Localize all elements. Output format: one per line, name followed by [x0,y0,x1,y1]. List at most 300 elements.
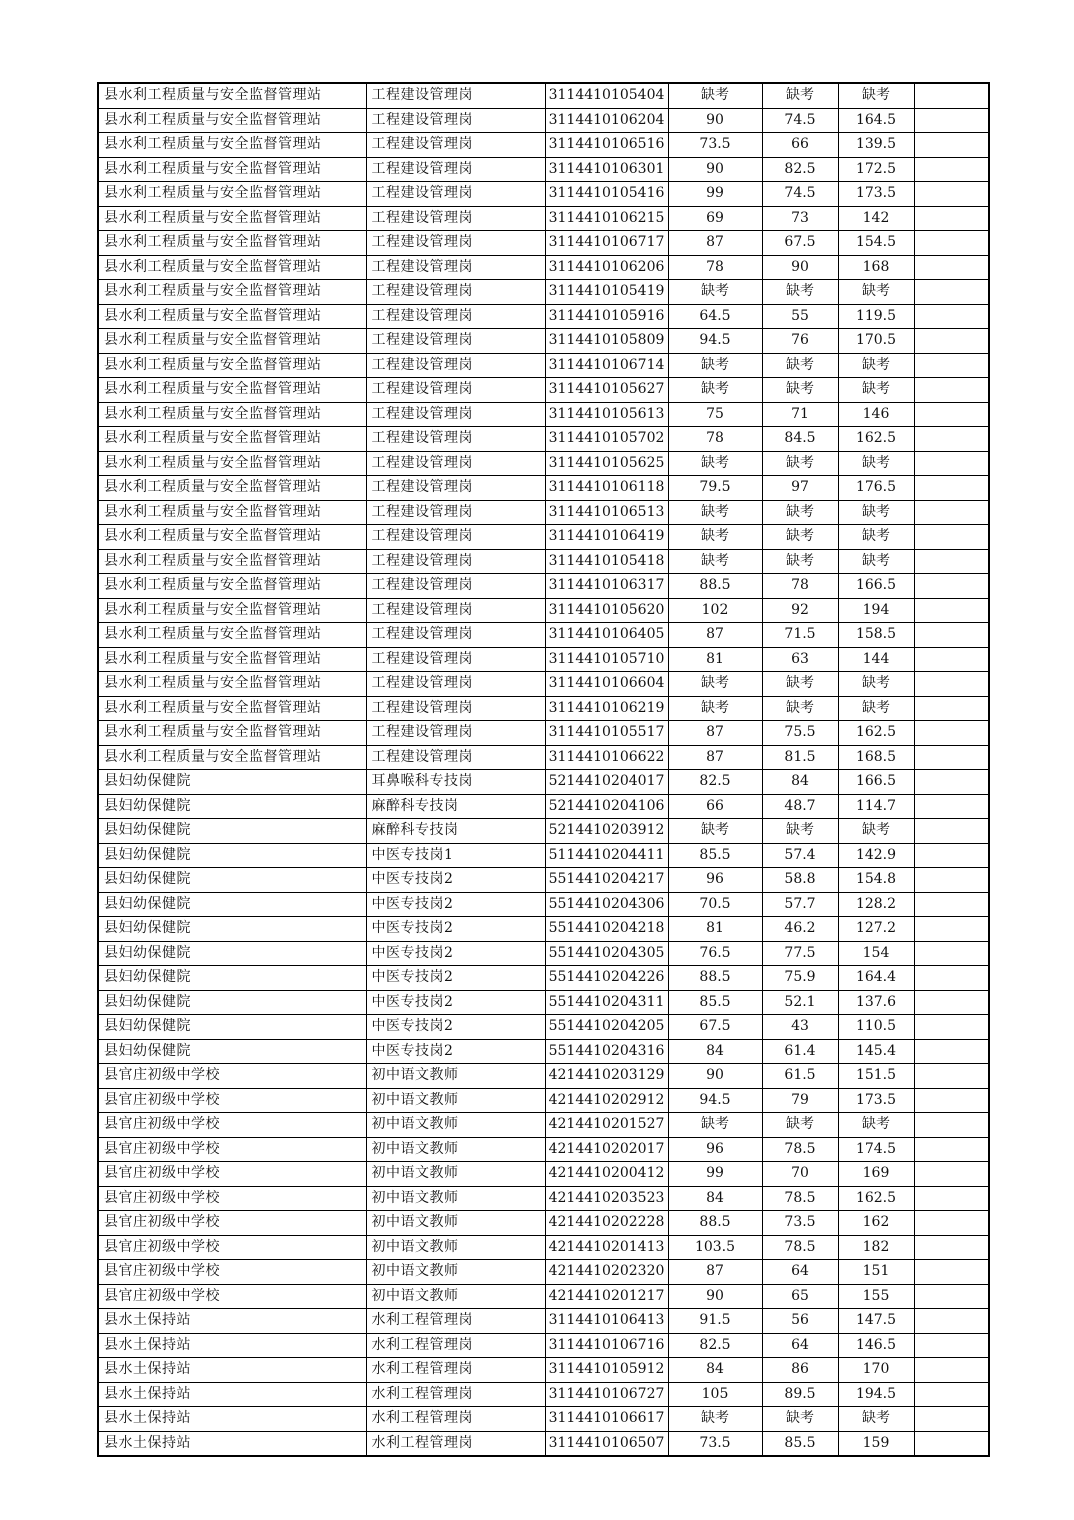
table-row [98,819,989,844]
total-score-cell: 154 [838,941,914,966]
post-cell: 初中语文教师 [366,1260,545,1285]
unit-cell: 县水利工程质量与安全监督管理站 [98,525,366,550]
written-score-cell: 缺考 [668,819,762,844]
total-score-cell: 缺考 [838,83,914,108]
exam-id-cell: 3114410105710 [545,647,668,672]
interview-score-cell: 78 [762,574,838,599]
table-row [98,1088,989,1113]
interview-score-cell: 78.5 [762,1137,838,1162]
post-cell: 工程建设管理岗 [366,255,545,280]
written-score-cell: 94.5 [668,1088,762,1113]
unit-cell: 县水利工程质量与安全监督管理站 [98,304,366,329]
post-cell: 工程建设管理岗 [366,280,545,305]
written-score-cell: 缺考 [668,696,762,721]
remark-cell [914,696,989,721]
total-score-cell: 164.4 [838,966,914,991]
unit-cell: 县水利工程质量与安全监督管理站 [98,206,366,231]
table-row [98,1382,989,1407]
exam-id-cell: 3114410105613 [545,402,668,427]
interview-score-cell: 64 [762,1333,838,1358]
total-score-cell: 159 [838,1431,914,1456]
total-score-cell: 缺考 [838,1407,914,1432]
unit-cell: 县水利工程质量与安全监督管理站 [98,696,366,721]
total-score-cell: 162.5 [838,427,914,452]
table-row [98,206,989,231]
table-row [98,427,989,452]
total-score-cell: 194 [838,598,914,623]
post-cell: 水利工程管理岗 [366,1333,545,1358]
exam-id-cell: 4214410203523 [545,1186,668,1211]
table-row [98,672,989,697]
post-cell: 工程建设管理岗 [366,133,545,158]
remark-cell [914,1235,989,1260]
exam-id-cell: 3114410105627 [545,378,668,403]
exam-id-cell: 3114410106118 [545,476,668,501]
unit-cell: 县官庄初级中学校 [98,1284,366,1309]
remark-cell [914,868,989,893]
post-cell: 工程建设管理岗 [366,721,545,746]
exam-id-cell: 3114410105517 [545,721,668,746]
written-score-cell: 90 [668,1064,762,1089]
exam-id-cell: 3114410106219 [545,696,668,721]
post-cell: 工程建设管理岗 [366,157,545,182]
post-cell: 工程建设管理岗 [366,182,545,207]
exam-id-cell: 3114410105404 [545,83,668,108]
total-score-cell: 170 [838,1358,914,1383]
table-row [98,1431,989,1456]
total-score-cell: 142 [838,206,914,231]
unit-cell: 县妇幼保健院 [98,917,366,942]
written-score-cell: 81 [668,647,762,672]
interview-score-cell: 46.2 [762,917,838,942]
post-cell: 初中语文教师 [366,1211,545,1236]
remark-cell [914,917,989,942]
written-score-cell: 缺考 [668,672,762,697]
post-cell: 初中语文教师 [366,1235,545,1260]
unit-cell: 县水利工程质量与安全监督管理站 [98,157,366,182]
post-cell: 工程建设管理岗 [366,378,545,403]
post-cell: 初中语文教师 [366,1162,545,1187]
unit-cell: 县官庄初级中学校 [98,1186,366,1211]
total-score-cell: 119.5 [838,304,914,329]
total-score-cell: 145.4 [838,1039,914,1064]
post-cell: 工程建设管理岗 [366,451,545,476]
remark-cell [914,1186,989,1211]
unit-cell: 县妇幼保健院 [98,794,366,819]
unit-cell: 县官庄初级中学校 [98,1064,366,1089]
written-score-cell: 缺考 [668,1407,762,1432]
table-row [98,329,989,354]
post-cell: 耳鼻喉科专技岗 [366,770,545,795]
unit-cell: 县水利工程质量与安全监督管理站 [98,402,366,427]
unit-cell: 县水利工程质量与安全监督管理站 [98,500,366,525]
table-row [98,770,989,795]
unit-cell: 县水土保持站 [98,1382,366,1407]
unit-cell: 县水利工程质量与安全监督管理站 [98,329,366,354]
total-score-cell: 166.5 [838,574,914,599]
total-score-cell: 缺考 [838,280,914,305]
interview-score-cell: 缺考 [762,672,838,697]
post-cell: 工程建设管理岗 [366,402,545,427]
table-row [98,917,989,942]
interview-score-cell: 缺考 [762,500,838,525]
unit-cell: 县妇幼保健院 [98,966,366,991]
remark-cell [914,623,989,648]
table-row [98,255,989,280]
post-cell: 中医专技岗2 [366,990,545,1015]
exam-id-cell: 3114410106206 [545,255,668,280]
post-cell: 工程建设管理岗 [366,647,545,672]
total-score-cell: 173.5 [838,1088,914,1113]
table-row [98,721,989,746]
remark-cell [914,451,989,476]
exam-id-cell: 5514410204217 [545,868,668,893]
written-score-cell: 缺考 [668,549,762,574]
interview-score-cell: 52.1 [762,990,838,1015]
written-score-cell: 99 [668,1162,762,1187]
written-score-cell: 103.5 [668,1235,762,1260]
remark-cell [914,402,989,427]
exam-id-cell: 4214410202912 [545,1088,668,1113]
unit-cell: 县水利工程质量与安全监督管理站 [98,255,366,280]
post-cell: 工程建设管理岗 [366,353,545,378]
interview-score-cell: 缺考 [762,451,838,476]
unit-cell: 县官庄初级中学校 [98,1088,366,1113]
unit-cell: 县妇幼保健院 [98,770,366,795]
total-score-cell: 缺考 [838,696,914,721]
unit-cell: 县水利工程质量与安全监督管理站 [98,745,366,770]
interview-score-cell: 81.5 [762,745,838,770]
table-row [98,574,989,599]
unit-cell: 县水利工程质量与安全监督管理站 [98,574,366,599]
unit-cell: 县妇幼保健院 [98,1015,366,1040]
post-cell: 初中语文教师 [366,1088,545,1113]
remark-cell [914,525,989,550]
exam-id-cell: 5514410204311 [545,990,668,1015]
interview-score-cell: 缺考 [762,83,838,108]
written-score-cell: 85.5 [668,990,762,1015]
written-score-cell: 102 [668,598,762,623]
unit-cell: 县水利工程质量与安全监督管理站 [98,672,366,697]
remark-cell [914,280,989,305]
post-cell: 中医专技岗2 [366,966,545,991]
exam-id-cell: 3114410106717 [545,231,668,256]
exam-id-cell: 3114410106405 [545,623,668,648]
interview-score-cell: 缺考 [762,1113,838,1138]
post-cell: 中医专技岗1 [366,843,545,868]
table-row [98,990,989,1015]
exam-id-cell: 3114410106727 [545,1382,668,1407]
total-score-cell: 194.5 [838,1382,914,1407]
remark-cell [914,966,989,991]
interview-score-cell: 缺考 [762,549,838,574]
interview-score-cell: 74.5 [762,182,838,207]
table-row [98,941,989,966]
total-score-cell: 174.5 [838,1137,914,1162]
exam-id-cell: 4214410201217 [545,1284,668,1309]
remark-cell [914,255,989,280]
exam-id-cell: 3114410105620 [545,598,668,623]
written-score-cell: 96 [668,868,762,893]
exam-id-cell: 4214410201413 [545,1235,668,1260]
interview-score-cell: 82.5 [762,157,838,182]
total-score-cell: 139.5 [838,133,914,158]
exam-id-cell: 4214410200412 [545,1162,668,1187]
written-score-cell: 85.5 [668,843,762,868]
interview-score-cell: 缺考 [762,353,838,378]
exam-id-cell: 3114410105702 [545,427,668,452]
remark-cell [914,1284,989,1309]
table-row [98,1235,989,1260]
table-row [98,1309,989,1334]
written-score-cell: 82.5 [668,770,762,795]
exam-id-cell: 3114410106204 [545,108,668,133]
table-row [98,83,989,108]
remark-cell [914,794,989,819]
interview-score-cell: 77.5 [762,941,838,966]
remark-cell [914,1260,989,1285]
total-score-cell: 162.5 [838,721,914,746]
remark-cell [914,1137,989,1162]
table-row [98,966,989,991]
remark-cell [914,1039,989,1064]
unit-cell: 县水利工程质量与安全监督管理站 [98,598,366,623]
table-row [98,1039,989,1064]
written-score-cell: 76.5 [668,941,762,966]
table-row [98,892,989,917]
exam-id-cell: 3114410105419 [545,280,668,305]
post-cell: 初中语文教师 [366,1113,545,1138]
written-score-cell: 84 [668,1186,762,1211]
written-score-cell: 99 [668,182,762,207]
table-row [98,843,989,868]
interview-score-cell: 61.5 [762,1064,838,1089]
remark-cell [914,500,989,525]
remark-cell [914,549,989,574]
unit-cell: 县水利工程质量与安全监督管理站 [98,133,366,158]
remark-cell [914,1431,989,1456]
interview-score-cell: 61.4 [762,1039,838,1064]
exam-id-cell: 3114410106507 [545,1431,668,1456]
interview-score-cell: 73 [762,206,838,231]
unit-cell: 县水土保持站 [98,1407,366,1432]
remark-cell [914,1309,989,1334]
interview-score-cell: 缺考 [762,1407,838,1432]
total-score-cell: 164.5 [838,108,914,133]
written-score-cell: 75 [668,402,762,427]
post-cell: 水利工程管理岗 [366,1309,545,1334]
total-score-cell: 151 [838,1260,914,1285]
table-row [98,868,989,893]
unit-cell: 县水利工程质量与安全监督管理站 [98,451,366,476]
written-score-cell: 90 [668,108,762,133]
unit-cell: 县水土保持站 [98,1431,366,1456]
post-cell: 工程建设管理岗 [366,476,545,501]
remark-cell [914,83,989,108]
table-row [98,794,989,819]
exam-id-cell: 3114410106516 [545,133,668,158]
table-row [98,182,989,207]
exam-id-cell: 4214410203129 [545,1064,668,1089]
unit-cell: 县妇幼保健院 [98,843,366,868]
table-row [98,133,989,158]
post-cell: 水利工程管理岗 [366,1358,545,1383]
written-score-cell: 缺考 [668,525,762,550]
written-score-cell: 87 [668,623,762,648]
total-score-cell: 154.8 [838,868,914,893]
post-cell: 中医专技岗2 [366,868,545,893]
post-cell: 水利工程管理岗 [366,1431,545,1456]
unit-cell: 县妇幼保健院 [98,941,366,966]
remark-cell [914,304,989,329]
table-row [98,231,989,256]
unit-cell: 县妇幼保健院 [98,819,366,844]
table-row [98,1358,989,1383]
interview-score-cell: 缺考 [762,525,838,550]
remark-cell [914,353,989,378]
total-score-cell: 缺考 [838,525,914,550]
interview-score-cell: 86 [762,1358,838,1383]
total-score-cell: 162.5 [838,1186,914,1211]
post-cell: 初中语文教师 [366,1186,545,1211]
total-score-cell: 168.5 [838,745,914,770]
unit-cell: 县妇幼保健院 [98,892,366,917]
unit-cell: 县水利工程质量与安全监督管理站 [98,721,366,746]
remark-cell [914,672,989,697]
unit-cell: 县官庄初级中学校 [98,1211,366,1236]
interview-score-cell: 43 [762,1015,838,1040]
remark-cell [914,1162,989,1187]
post-cell: 工程建设管理岗 [366,427,545,452]
post-cell: 初中语文教师 [366,1284,545,1309]
interview-score-cell: 63 [762,647,838,672]
unit-cell: 县妇幼保健院 [98,868,366,893]
written-score-cell: 缺考 [668,83,762,108]
remark-cell [914,1113,989,1138]
post-cell: 工程建设管理岗 [366,206,545,231]
table-row [98,1284,989,1309]
written-score-cell: 78 [668,255,762,280]
written-score-cell: 78 [668,427,762,452]
table-row [98,525,989,550]
table-row [98,1137,989,1162]
unit-cell: 县水利工程质量与安全监督管理站 [98,378,366,403]
written-score-cell: 81 [668,917,762,942]
exam-id-cell: 3114410105625 [545,451,668,476]
remark-cell [914,206,989,231]
exam-id-cell: 4214410201527 [545,1113,668,1138]
total-score-cell: 158.5 [838,623,914,648]
table-row [98,1260,989,1285]
written-score-cell: 66 [668,794,762,819]
interview-score-cell: 85.5 [762,1431,838,1456]
total-score-cell: 162 [838,1211,914,1236]
total-score-cell: 缺考 [838,378,914,403]
unit-cell: 县水土保持站 [98,1309,366,1334]
total-score-cell: 147.5 [838,1309,914,1334]
interview-score-cell: 57.4 [762,843,838,868]
unit-cell: 县水利工程质量与安全监督管理站 [98,108,366,133]
table-row [98,1186,989,1211]
post-cell: 水利工程管理岗 [366,1382,545,1407]
post-cell: 水利工程管理岗 [366,1407,545,1432]
written-score-cell: 88.5 [668,966,762,991]
post-cell: 工程建设管理岗 [366,574,545,599]
unit-cell: 县水利工程质量与安全监督管理站 [98,182,366,207]
post-cell: 中医专技岗2 [366,892,545,917]
written-score-cell: 87 [668,745,762,770]
total-score-cell: 缺考 [838,549,914,574]
written-score-cell: 缺考 [668,378,762,403]
exam-id-cell: 5214410203912 [545,819,668,844]
table-row [98,1015,989,1040]
interview-score-cell: 84 [762,770,838,795]
remark-cell [914,598,989,623]
table-row [98,378,989,403]
total-score-cell: 缺考 [838,353,914,378]
remark-cell [914,892,989,917]
remark-cell [914,427,989,452]
unit-cell: 县水利工程质量与安全监督管理站 [98,353,366,378]
exam-id-cell: 3114410106604 [545,672,668,697]
total-score-cell: 137.6 [838,990,914,1015]
exam-id-cell: 3114410105416 [545,182,668,207]
interview-score-cell: 92 [762,598,838,623]
exam-id-cell: 3114410105916 [545,304,668,329]
unit-cell: 县水土保持站 [98,1333,366,1358]
table-body [98,83,989,1456]
interview-score-cell: 78.5 [762,1186,838,1211]
written-score-cell: 87 [668,1260,762,1285]
remark-cell [914,721,989,746]
unit-cell: 县妇幼保健院 [98,1039,366,1064]
exam-id-cell: 5514410204226 [545,966,668,991]
remark-cell [914,133,989,158]
interview-score-cell: 75.5 [762,721,838,746]
remark-cell [914,1088,989,1113]
post-cell: 工程建设管理岗 [366,696,545,721]
total-score-cell: 缺考 [838,819,914,844]
exam-id-cell: 3114410106622 [545,745,668,770]
interview-score-cell: 79 [762,1088,838,1113]
post-cell: 工程建设管理岗 [366,745,545,770]
post-cell: 工程建设管理岗 [366,231,545,256]
table-row [98,1162,989,1187]
table-row [98,598,989,623]
post-cell: 中医专技岗2 [366,1015,545,1040]
remark-cell [914,231,989,256]
unit-cell: 县官庄初级中学校 [98,1137,366,1162]
table-row [98,549,989,574]
post-cell: 中医专技岗2 [366,1039,545,1064]
remark-cell [914,1064,989,1089]
remark-cell [914,1333,989,1358]
remark-cell [914,157,989,182]
table-row [98,1333,989,1358]
unit-cell: 县官庄初级中学校 [98,1162,366,1187]
written-score-cell: 87 [668,231,762,256]
total-score-cell: 166.5 [838,770,914,795]
post-cell: 工程建设管理岗 [366,598,545,623]
table-row [98,280,989,305]
table-row [98,745,989,770]
remark-cell [914,941,989,966]
written-score-cell: 64.5 [668,304,762,329]
unit-cell: 县官庄初级中学校 [98,1235,366,1260]
table-row [98,402,989,427]
interview-score-cell: 48.7 [762,794,838,819]
written-score-cell: 90 [668,1284,762,1309]
